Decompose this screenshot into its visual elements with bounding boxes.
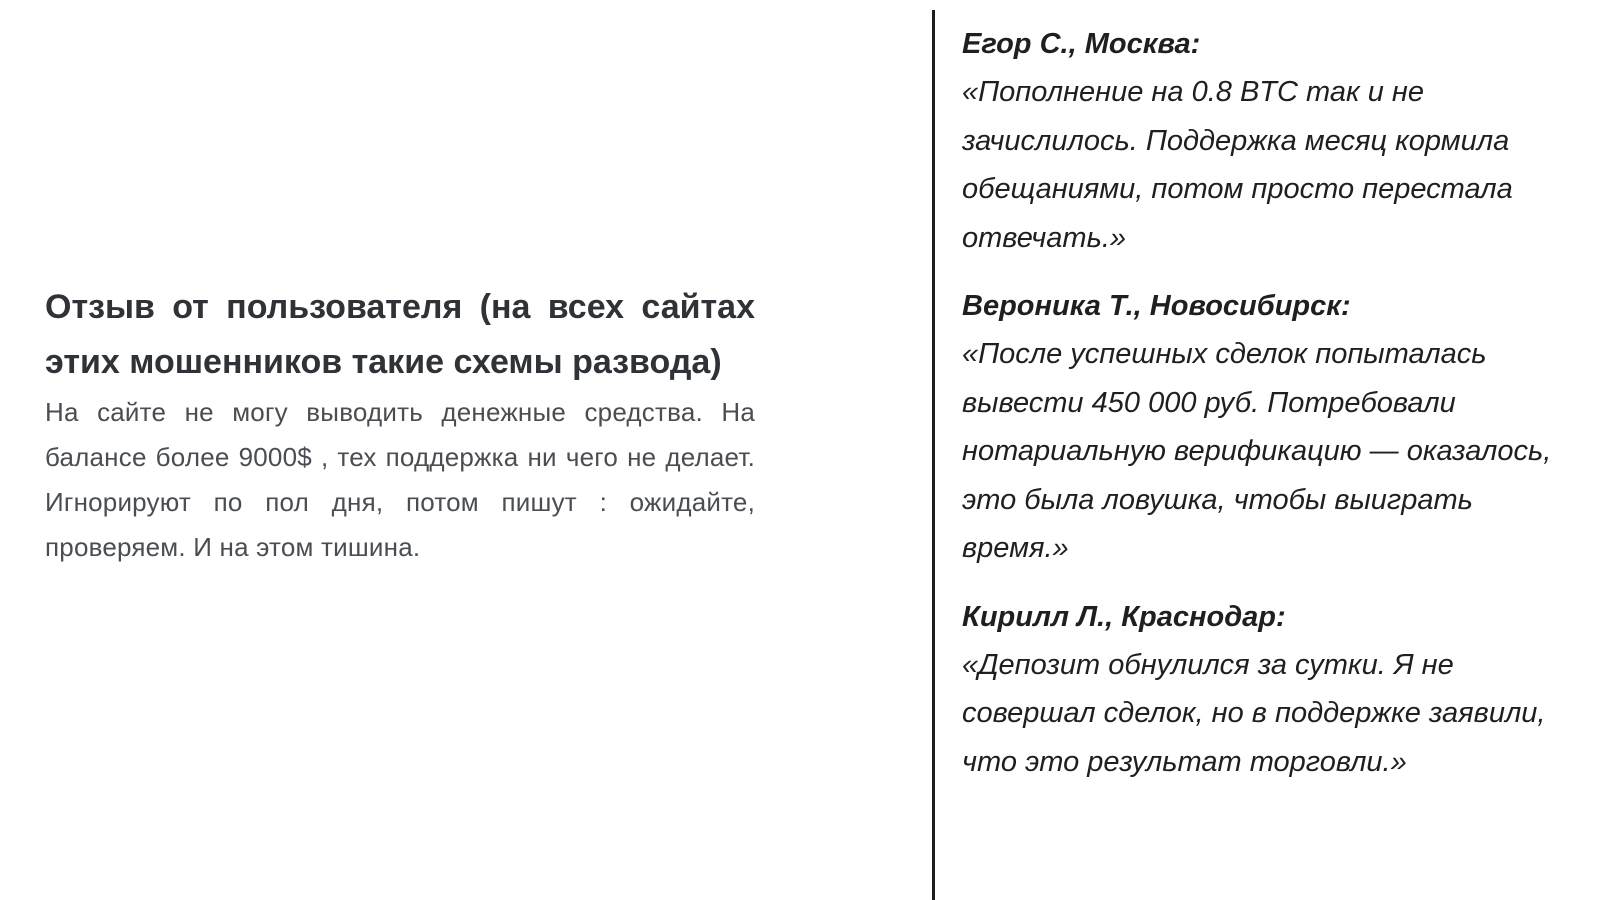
review-body: На сайте не могу выводить денежные средства. На балансе более 9000$ , тех поддержка ни чего не делает. Игнорируют по пол дня, потом пишут : ожидайте, проверяем. И на этом тишина. [45, 397, 755, 562]
testimonial-author: Егор С., Москва: [962, 28, 1201, 60]
user-review-panel [45, 280, 755, 570]
testimonial-author: Кирилл Л., Краснодар: [962, 600, 1286, 633]
testimonial-item [962, 593, 1582, 787]
vertical-divider [932, 10, 935, 900]
testimonial-quote: «После успешных сделок попыталась вывести 450 000 руб. Потребовали нотариальную верификацию — оказалось, это была ловушка, чтобы выиграть время.» [962, 338, 1552, 564]
testimonials-list [962, 20, 1582, 806]
testimonial-item [962, 20, 1582, 262]
testimonial-quote: «Пополнение на 0.8 BTC так и не зачислилось. Поддержка месяц кормила обещаниями, потом просто перестала отвечать.» [962, 76, 1513, 254]
review-title: Отзыв от пользователя (на всех сайтах этих мошенников такие схемы развода) [45, 288, 755, 381]
testimonial-quote: «Депозит обнулился за сутки. Я не совершал сделок, но в поддержке заявили, что это результат торговли.» [962, 648, 1546, 778]
testimonial-item [962, 282, 1582, 573]
testimonial-author: Вероника Т., Новосибирск: [962, 290, 1351, 322]
